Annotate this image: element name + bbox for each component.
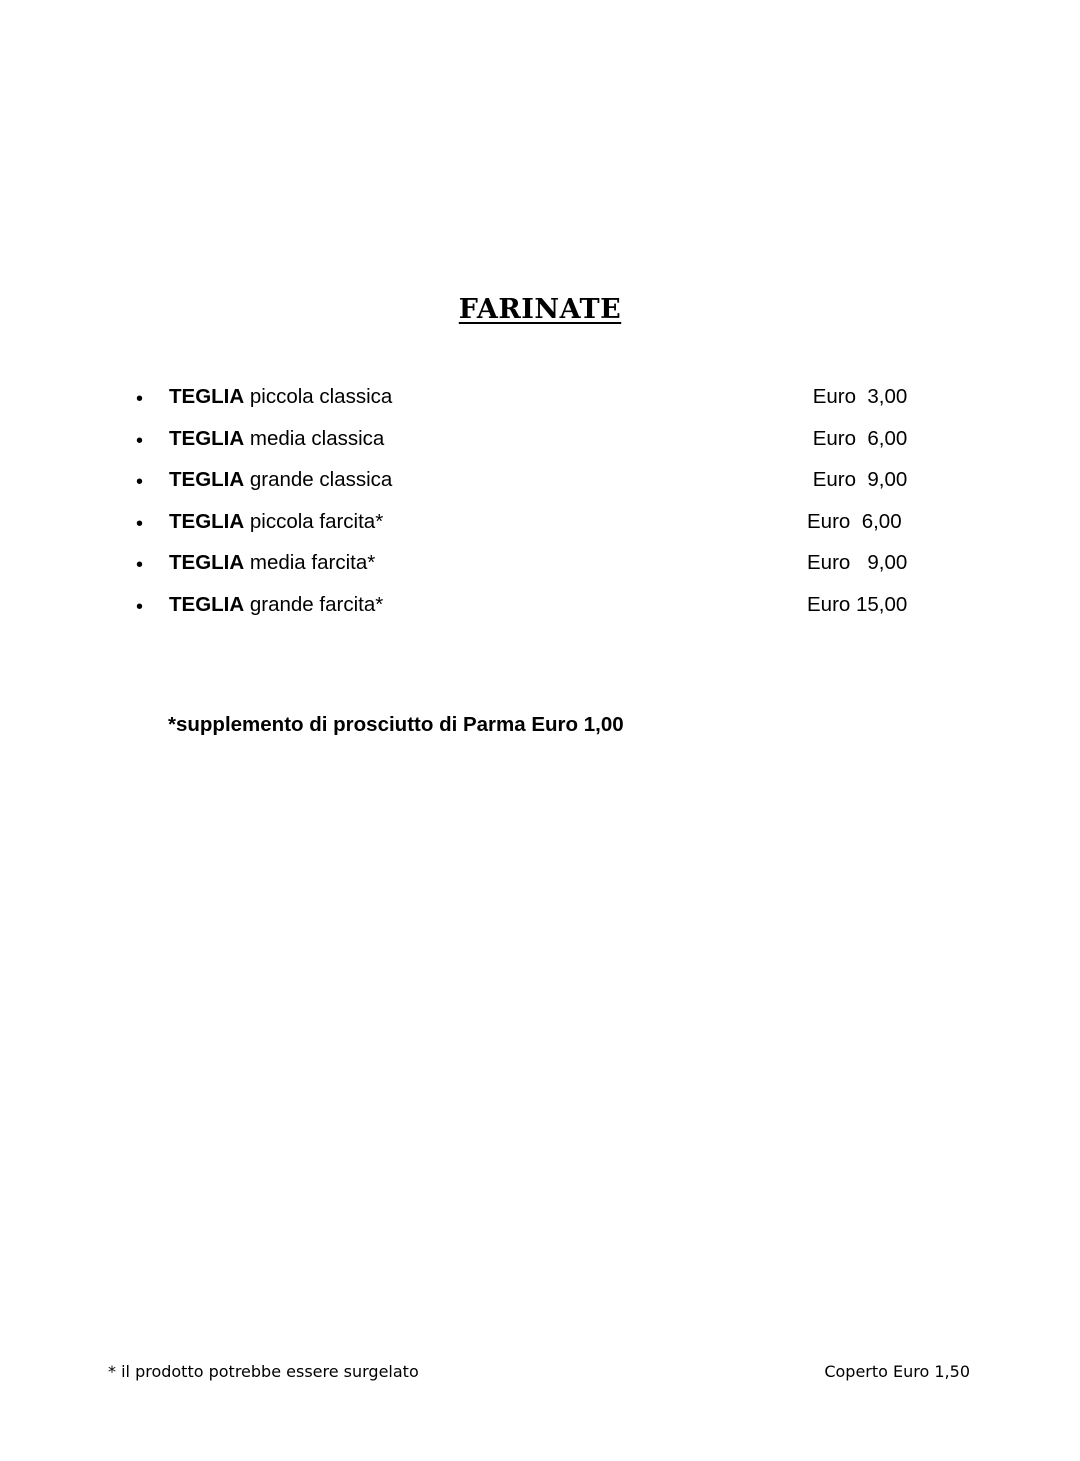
menu-list <box>0 380 1080 630</box>
bullet-icon: • <box>136 388 144 410</box>
menu-item <box>0 588 1080 630</box>
bullet-icon: • <box>136 471 144 494</box>
item-label <box>169 551 375 575</box>
item-type: TEGLIA <box>169 468 245 492</box>
bullet-icon: • <box>136 554 144 577</box>
page-title-text: FARINATE <box>458 294 622 325</box>
menu-item <box>0 463 1080 505</box>
item-description: grande farcita* <box>244 592 384 616</box>
page-title <box>0 294 1080 325</box>
bullet-icon: • <box>136 595 144 618</box>
item-price: Euro 6,00 <box>807 509 902 533</box>
menu-item <box>0 505 1080 547</box>
item-description: piccola farcita* <box>244 509 384 533</box>
bullet-icon: • <box>136 512 144 535</box>
item-description: media classica <box>244 426 385 450</box>
item-description: piccola classica <box>244 385 393 408</box>
item-description: media farcita* <box>244 551 376 575</box>
item-type: TEGLIA <box>169 385 245 408</box>
footer-frozen-note: * il prodotto potrebbe essere surgelato <box>108 1362 419 1381</box>
item-price: Euro 9,00 <box>807 468 908 492</box>
supplement-note: *supplemento di prosciutto di Parma Euro 1,00 <box>168 713 624 736</box>
item-price: Euro 15,00 <box>807 592 908 616</box>
item-price: Euro 3,00 <box>807 385 908 408</box>
item-label <box>169 427 384 451</box>
footer-cover-charge: Coperto Euro 1,50 <box>824 1362 970 1381</box>
menu-item <box>0 380 1080 422</box>
item-price: Euro 9,00 <box>807 551 908 575</box>
menu-item <box>0 546 1080 588</box>
item-label <box>169 385 392 409</box>
item-description: grande classica <box>244 468 393 492</box>
bullet-icon: • <box>136 429 144 452</box>
item-type: TEGLIA <box>169 426 245 450</box>
item-type: TEGLIA <box>169 551 245 575</box>
item-price: Euro 6,00 <box>807 426 908 450</box>
item-label <box>169 510 383 534</box>
menu-item <box>0 422 1080 464</box>
item-label <box>169 593 383 617</box>
item-type: TEGLIA <box>169 592 245 616</box>
item-type: TEGLIA <box>169 509 245 533</box>
item-label <box>169 468 392 492</box>
